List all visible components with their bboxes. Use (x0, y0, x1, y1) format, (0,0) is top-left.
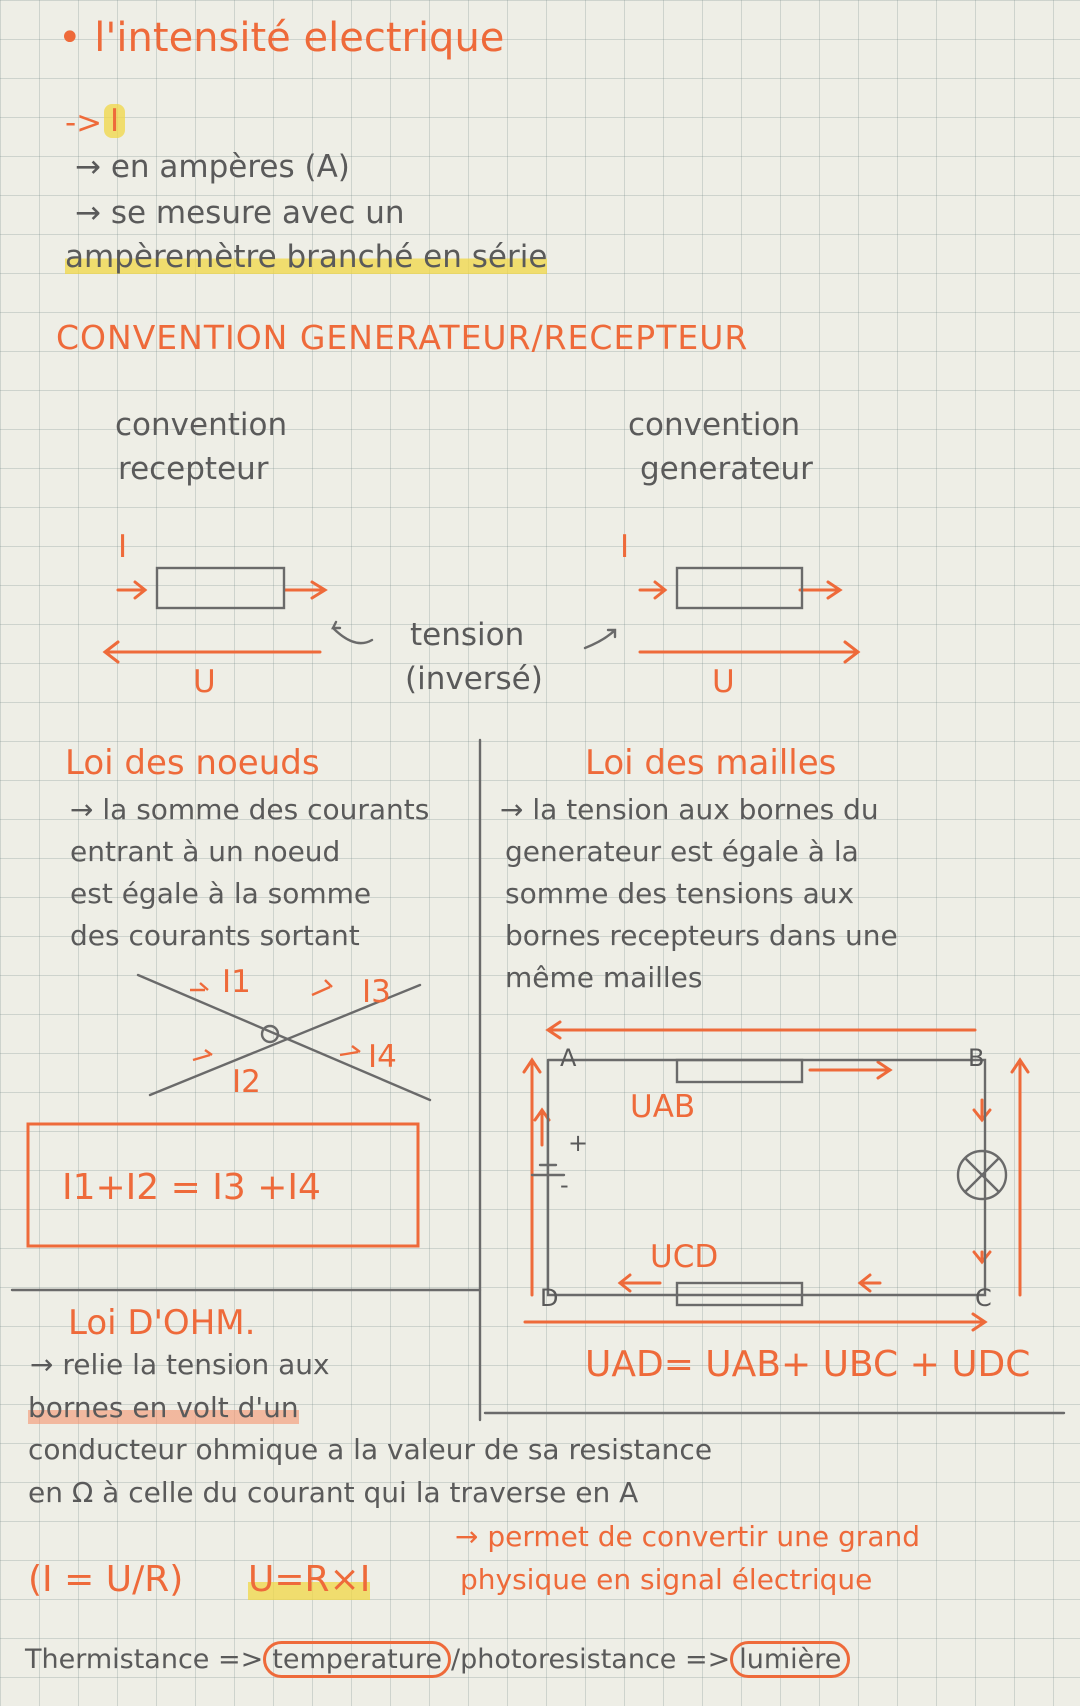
noeuds-line-4: des courants sortant (70, 919, 360, 952)
noeuds-line-2: entrant à un noeud (70, 835, 341, 868)
noeuds-formula: I1+I2 = I3 +I4 (62, 1167, 321, 1208)
resistor-left (157, 568, 284, 608)
ohm-line-3: conducteur ohmique a la valeur de sa resistance (28, 1433, 713, 1466)
current-arrow-right (640, 582, 665, 598)
u-arrow-left (105, 642, 320, 662)
voltage-tip-right (800, 582, 840, 598)
generateur-label-1: convention (628, 407, 801, 443)
noeuds-line-1: → la somme des courants (70, 793, 430, 826)
thermistance-prefix: Thermistance => (25, 1644, 264, 1675)
photoresistance-prefix: /photoresistance => (450, 1644, 731, 1675)
noeuds-line-3: est égale à la somme (70, 877, 372, 910)
ohm-title: Loi D'OHM. (68, 1303, 256, 1343)
ohm-formula-2: U=R×I (248, 1559, 371, 1600)
node-d: D (540, 1284, 559, 1312)
measure-line-1: → se mesure avec un (75, 195, 405, 231)
node-b: B (968, 1044, 985, 1072)
ohm-note-1: → permet de convertir une grand (455, 1520, 920, 1553)
mailles-line-2: generateur est égale à la (505, 835, 859, 868)
current-arrow-left (118, 582, 145, 598)
current-i3: I3 (362, 974, 391, 1010)
temperature-circled: temperature (263, 1641, 451, 1678)
current-i1: I1 (222, 964, 251, 1000)
recepteur-label-2: recepteur (118, 451, 269, 487)
voltage-label-right: U (712, 664, 735, 700)
current-i4: I4 (368, 1039, 397, 1075)
u-ab-label: UAB (630, 1089, 696, 1125)
resistor-right (677, 568, 802, 608)
node-c: C (975, 1284, 992, 1312)
ohm-line-1: → relie la tension aux (30, 1348, 330, 1381)
battery-plus: + (568, 1129, 589, 1157)
mailles-line-4: bornes recepteurs dans une (505, 919, 898, 952)
voltage-tip-left (285, 582, 325, 598)
ohm-line-4: en Ω à celle du courant qui la traverse en A (28, 1476, 639, 1509)
u-arrow-right (640, 642, 858, 662)
section-title-intensite: • l'intensité electrique (58, 15, 505, 61)
convention-heading: CONVENTION GENERATEUR/RECEPTEUR (56, 318, 749, 357)
current-label-right: I (620, 529, 630, 565)
lumiere-circled: lumière (730, 1641, 850, 1678)
mailles-line-5: même mailles (505, 961, 703, 994)
generateur-label-2: generateur (640, 451, 813, 487)
mailles-line-3: somme des tensions aux (505, 877, 855, 910)
u-cd-label: UCD (650, 1239, 719, 1275)
current-i2: I2 (232, 1064, 261, 1100)
unit-line: → en ampères (A) (75, 149, 350, 185)
ohm-note-2: physique en signal électrique (460, 1563, 873, 1596)
measure-line-2: ampèremètre branché en série (65, 239, 548, 275)
mailles-formula: UAD= UAB+ UBC + UDC (585, 1344, 1031, 1385)
tension-label-1: tension (410, 617, 525, 653)
noeuds-title: Loi des noeuds (65, 743, 320, 783)
mailles-title: Loi des mailles (585, 743, 837, 783)
ohm-formula-1: (I = U/R) (28, 1559, 184, 1600)
ohm-line-2: bornes en volt d'un (28, 1391, 299, 1424)
node-a: A (560, 1044, 577, 1072)
battery-minus: - (560, 1171, 569, 1199)
intensity-symbol: I (104, 104, 125, 138)
recepteur-label-1: convention (115, 407, 288, 443)
arrow-marker: -> (65, 105, 103, 141)
thermistance-line (25, 1645, 850, 1675)
current-label-left: I (118, 529, 128, 565)
mailles-line-1: → la tension aux bornes du (500, 793, 879, 826)
tension-label-2: (inversé) (405, 661, 543, 697)
voltage-label-left: U (193, 664, 216, 700)
